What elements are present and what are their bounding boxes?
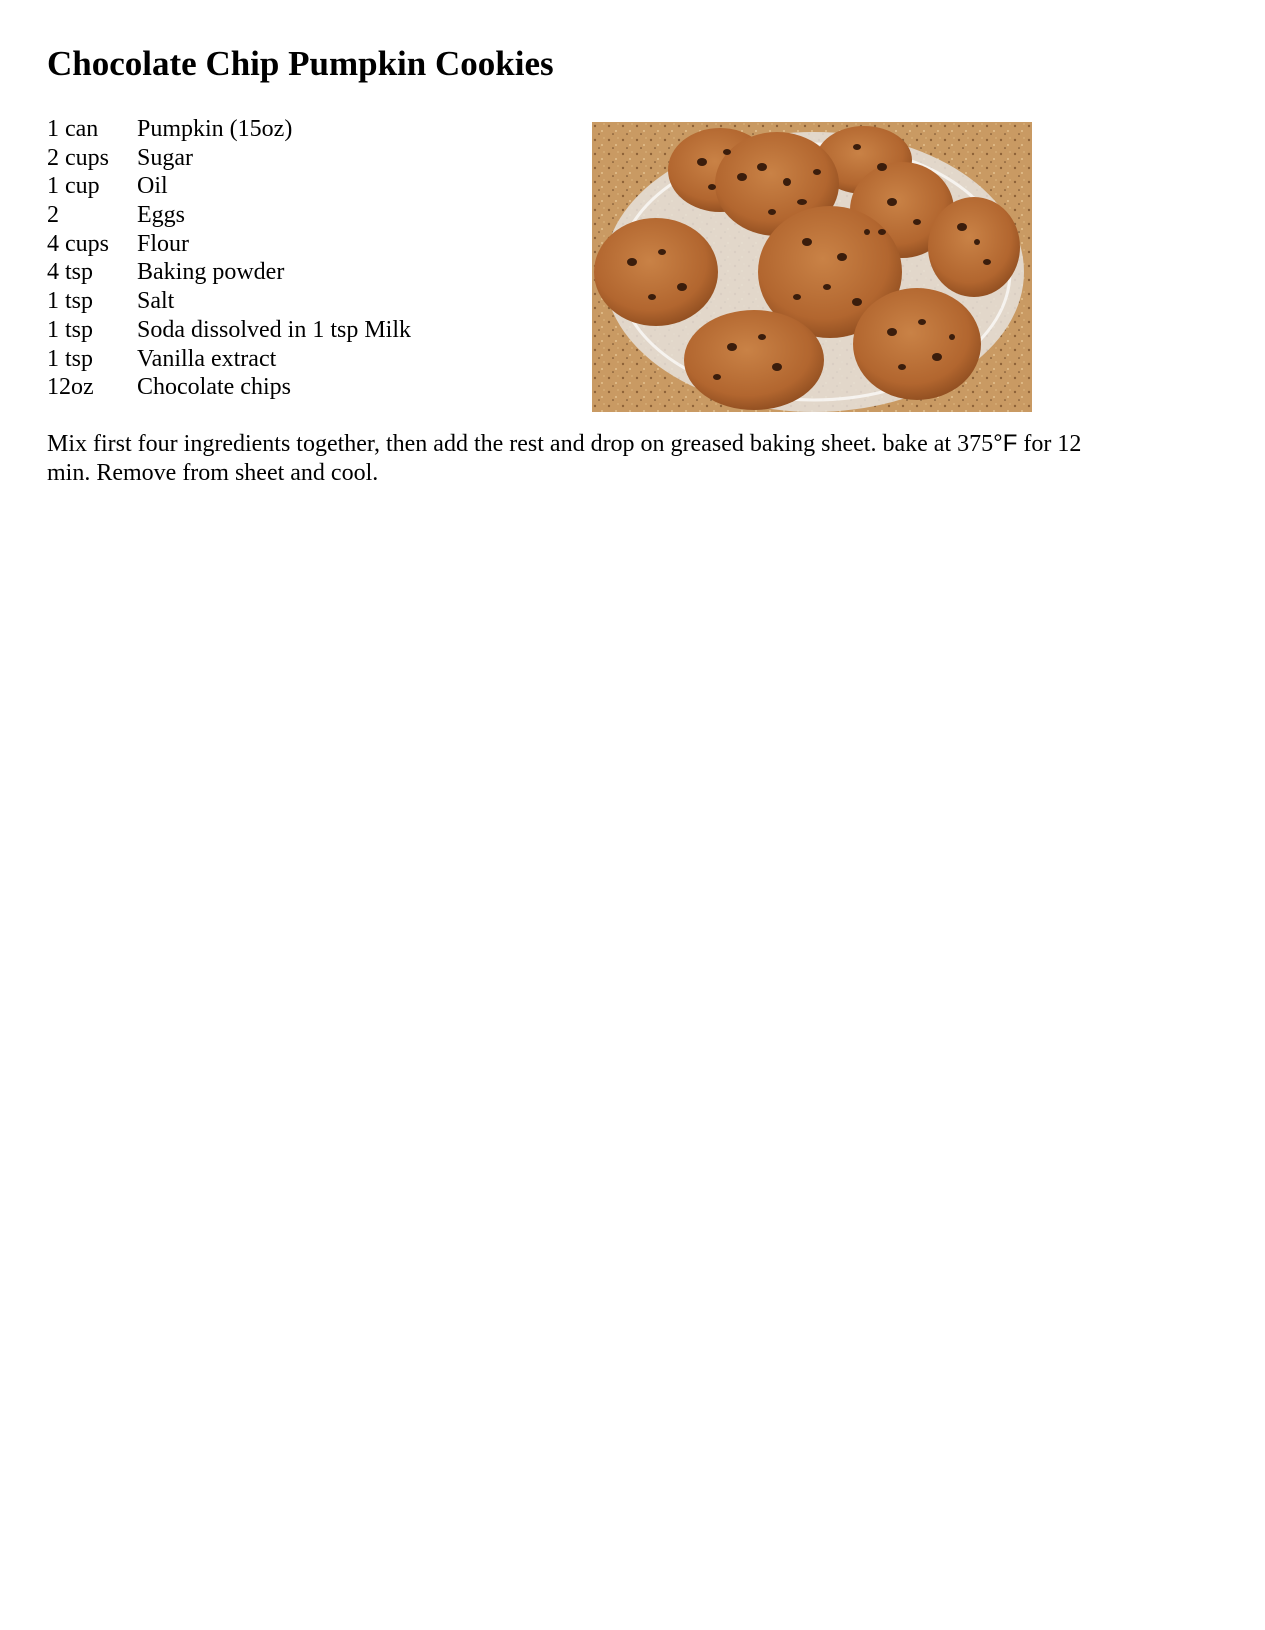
ingredient-name: Pumpkin (15oz) (137, 116, 293, 142)
ingredient-quantity: 4 tsp (47, 259, 94, 286)
ingredient-name: Salt (137, 288, 175, 315)
ingredient-row (47, 316, 411, 345)
cookie (594, 218, 718, 326)
cookie (928, 197, 1020, 297)
ingredient-row (47, 172, 411, 201)
ingredient-quantity: 2 cups (47, 144, 109, 171)
ingredient-name: Soda dissolved in 1 tsp Milk (137, 316, 412, 343)
recipe-title: Chocolate Chip Pumpkin Cookies (47, 44, 554, 83)
ingredient-quantity: 2 (47, 202, 59, 229)
ingredient-row (47, 345, 411, 374)
cookie (853, 288, 981, 400)
ingredient-quantity: 1 can (47, 116, 99, 142)
ingredient-quantity: 4 cups (47, 230, 109, 257)
ingredient-name: Eggs (137, 202, 185, 229)
ingredient-quantity: 1 tsp (47, 316, 94, 343)
cookie (684, 310, 824, 410)
ingredient-name: Sugar (137, 144, 193, 171)
cookie-photo-illustration (592, 122, 1032, 412)
ingredient-name: Chocolate chips (137, 374, 291, 401)
ingredient-name: Oil (137, 173, 168, 200)
ingredient-row (47, 287, 411, 316)
ingredient-row (47, 115, 411, 144)
ingredient-row (47, 258, 411, 287)
ingredient-row (47, 144, 411, 173)
ingredient-name: Vanilla extract (137, 345, 277, 372)
ingredient-quantity: 12oz (47, 374, 94, 401)
instructions (47, 429, 1087, 488)
ingredient-quantity: 1 tsp (47, 288, 94, 315)
temperature-unit: °F (993, 430, 1018, 457)
instructions-text-continued: for 12 min. Remove from sheet and cool. (47, 431, 1082, 486)
instructions-text: Mix first four ingredients together, then add the rest and drop on greased baking sheet. bake at 375 (47, 431, 994, 457)
ingredient-row (47, 201, 411, 230)
ingredient-list (47, 115, 411, 402)
ingredient-row (47, 373, 411, 402)
ingredient-name: Baking powder (137, 259, 285, 286)
ingredient-row (47, 230, 411, 259)
ingredient-name: Flour (137, 230, 190, 257)
ingredient-quantity: 1 tsp (47, 345, 94, 372)
cookie-photo (592, 122, 1032, 412)
ingredient-quantity: 1 cup (47, 173, 100, 200)
